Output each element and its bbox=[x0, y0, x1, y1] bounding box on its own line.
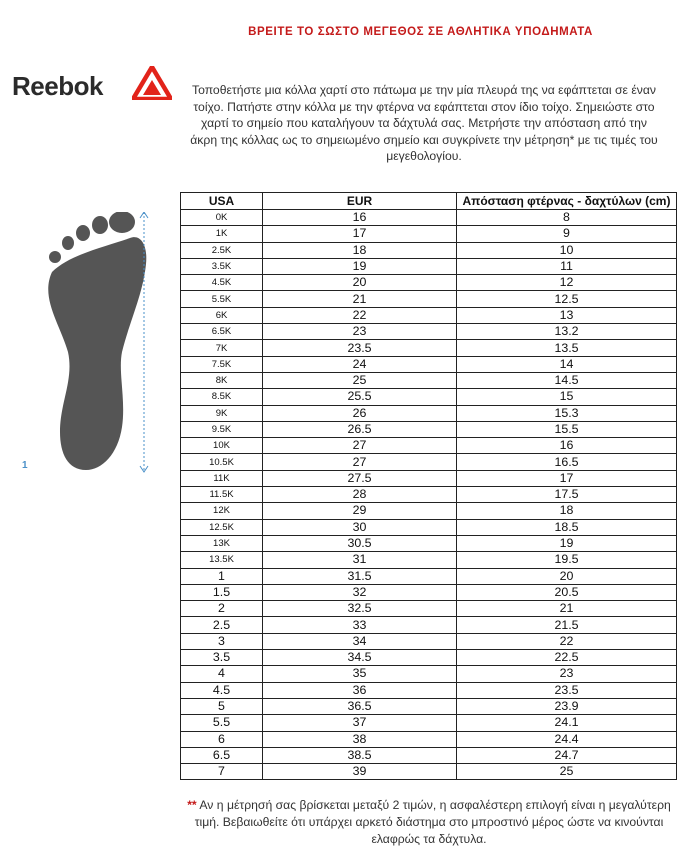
cell-cm: 24.1 bbox=[457, 715, 677, 731]
table-row bbox=[181, 715, 677, 731]
cell-eur: 26 bbox=[263, 405, 457, 421]
instructions-text: Τοποθετήστε μια κόλλα χαρτί στο πάτωμα με την μία πλευρά της να εφάπτεται σε έναν τοίχο. Πατήστε στην κόλλα με την φτέρνα να εφάπτεται στον ίδιο τοίχο. Σημειώστε στο χαρτί το σημείο που καταλήγουν τα δάχτυλά σας. Μετρήστε την απόσταση από την άκρη της κόλλας ως το σημειωμένο σημείο και συγκρίνετε την μέτρηση* με τις τιμές του μεγεθολογίου. bbox=[190, 83, 658, 164]
cell-cm: 20 bbox=[457, 568, 677, 584]
cell-cm: 24.4 bbox=[457, 731, 677, 747]
cell-cm: 13.5 bbox=[457, 340, 677, 356]
table-row bbox=[181, 633, 677, 649]
cell-cm: 21 bbox=[457, 601, 677, 617]
table-row bbox=[181, 650, 677, 666]
cell-cm: 13 bbox=[457, 307, 677, 323]
cell-eur: 24 bbox=[263, 356, 457, 372]
table-header-row bbox=[181, 193, 677, 210]
cell-cm: 12 bbox=[457, 275, 677, 291]
table-row bbox=[181, 552, 677, 568]
foot-outline-icon bbox=[30, 212, 160, 474]
page-title: ΒΡΕΙΤΕ ΤΟ ΣΩΣΤΟ ΜΕΓΕΘΟΣ ΣΕ ΑΘΛΗΤΙΚΑ ΥΠΟΔΗΜΑΤΑ bbox=[248, 26, 593, 38]
cell-usa: 4 bbox=[181, 666, 263, 682]
brand-logo bbox=[12, 66, 162, 102]
cell-cm: 14 bbox=[457, 356, 677, 372]
table-row bbox=[181, 389, 677, 405]
cell-usa: 6.5 bbox=[181, 747, 263, 763]
cell-usa: 7K bbox=[181, 340, 263, 356]
size-chart-table bbox=[180, 192, 677, 780]
header-length-cm: Απόσταση φτέρνας - δαχτύλων (cm) bbox=[457, 193, 677, 210]
cell-usa: 12K bbox=[181, 503, 263, 519]
table-row bbox=[181, 405, 677, 421]
table-row bbox=[181, 519, 677, 535]
table-row bbox=[181, 210, 677, 226]
cell-cm: 18.5 bbox=[457, 519, 677, 535]
reebok-delta-icon bbox=[132, 66, 172, 100]
cell-usa: 3.5K bbox=[181, 258, 263, 274]
cell-usa: 2.5K bbox=[181, 242, 263, 258]
cell-eur: 21 bbox=[263, 291, 457, 307]
cell-eur: 17 bbox=[263, 226, 457, 242]
cell-usa: 4.5 bbox=[181, 682, 263, 698]
cell-eur: 20 bbox=[263, 275, 457, 291]
cell-usa: 10.5K bbox=[181, 454, 263, 470]
cell-eur: 31.5 bbox=[263, 568, 457, 584]
cell-usa: 0K bbox=[181, 210, 263, 226]
cell-usa: 4.5K bbox=[181, 275, 263, 291]
cell-cm: 11 bbox=[457, 258, 677, 274]
table-row bbox=[181, 242, 677, 258]
table-row bbox=[181, 764, 677, 780]
cell-cm: 15.3 bbox=[457, 405, 677, 421]
table-row bbox=[181, 307, 677, 323]
cell-eur: 22 bbox=[263, 307, 457, 323]
table-row bbox=[181, 226, 677, 242]
cell-usa: 6K bbox=[181, 307, 263, 323]
cell-eur: 27 bbox=[263, 454, 457, 470]
cell-cm: 9 bbox=[457, 226, 677, 242]
cell-usa: 2.5 bbox=[181, 617, 263, 633]
table-row bbox=[181, 698, 677, 714]
cell-cm: 23 bbox=[457, 666, 677, 682]
table-row bbox=[181, 731, 677, 747]
footnote-text: Αν η μέτρησή σας βρίσκεται μεταξύ 2 τιμών, η ασφαλέστερη επιλογή είναι η μεγαλύτερη τιμή. Βεβαιωθείτε ότι υπάρχει αρκετό διάστημα στο μπροστινό μέρος ώστε να κινούνται ελαφρώς τα δάχτυλα. bbox=[194, 798, 671, 846]
cell-cm: 12.5 bbox=[457, 291, 677, 307]
table-row bbox=[181, 747, 677, 763]
cell-usa: 12.5K bbox=[181, 519, 263, 535]
cell-usa: 7.5K bbox=[181, 356, 263, 372]
cell-eur: 30 bbox=[263, 519, 457, 535]
cell-eur: 33 bbox=[263, 617, 457, 633]
cell-eur: 16 bbox=[263, 210, 457, 226]
cell-usa: 10K bbox=[181, 438, 263, 454]
table-row bbox=[181, 535, 677, 551]
table-row bbox=[181, 617, 677, 633]
cell-usa: 8.5K bbox=[181, 389, 263, 405]
cell-cm: 24.7 bbox=[457, 747, 677, 763]
table-row bbox=[181, 291, 677, 307]
cell-cm: 15.5 bbox=[457, 421, 677, 437]
cell-usa: 9K bbox=[181, 405, 263, 421]
cell-eur: 32.5 bbox=[263, 601, 457, 617]
table-row bbox=[181, 421, 677, 437]
table-row bbox=[181, 584, 677, 600]
cell-eur: 19 bbox=[263, 258, 457, 274]
cell-cm: 16.5 bbox=[457, 454, 677, 470]
cell-usa: 5.5 bbox=[181, 715, 263, 731]
cell-cm: 10 bbox=[457, 242, 677, 258]
table-row bbox=[181, 356, 677, 372]
cell-cm: 23.9 bbox=[457, 698, 677, 714]
cell-usa: 2 bbox=[181, 601, 263, 617]
cell-cm: 22 bbox=[457, 633, 677, 649]
cell-usa: 3 bbox=[181, 633, 263, 649]
cell-cm: 18 bbox=[457, 503, 677, 519]
cell-eur: 23.5 bbox=[263, 340, 457, 356]
cell-usa: 7 bbox=[181, 764, 263, 780]
cell-usa: 9.5K bbox=[181, 421, 263, 437]
cell-cm: 8 bbox=[457, 210, 677, 226]
cell-cm: 22.5 bbox=[457, 650, 677, 666]
cell-usa: 6.5K bbox=[181, 324, 263, 340]
cell-usa: 1.5 bbox=[181, 584, 263, 600]
cell-eur: 36 bbox=[263, 682, 457, 698]
cell-eur: 31 bbox=[263, 552, 457, 568]
cell-usa: 11.5K bbox=[181, 487, 263, 503]
table-row bbox=[181, 666, 677, 682]
cell-usa: 3.5 bbox=[181, 650, 263, 666]
cell-eur: 25 bbox=[263, 372, 457, 388]
cell-usa: 13K bbox=[181, 535, 263, 551]
cell-eur: 30.5 bbox=[263, 535, 457, 551]
cell-cm: 14.5 bbox=[457, 372, 677, 388]
measure-marker-label: 1 bbox=[22, 460, 28, 471]
table-row bbox=[181, 454, 677, 470]
table-row bbox=[181, 438, 677, 454]
cell-usa: 8K bbox=[181, 372, 263, 388]
cell-usa: 5 bbox=[181, 698, 263, 714]
cell-eur: 26.5 bbox=[263, 421, 457, 437]
cell-eur: 39 bbox=[263, 764, 457, 780]
cell-eur: 34.5 bbox=[263, 650, 457, 666]
cell-eur: 32 bbox=[263, 584, 457, 600]
cell-eur: 38.5 bbox=[263, 747, 457, 763]
cell-usa: 5.5K bbox=[181, 291, 263, 307]
cell-cm: 19.5 bbox=[457, 552, 677, 568]
cell-cm: 20.5 bbox=[457, 584, 677, 600]
cell-cm: 23.5 bbox=[457, 682, 677, 698]
cell-usa: 11K bbox=[181, 470, 263, 486]
table-row bbox=[181, 601, 677, 617]
cell-cm: 21.5 bbox=[457, 617, 677, 633]
cell-usa: 6 bbox=[181, 731, 263, 747]
cell-cm: 15 bbox=[457, 389, 677, 405]
table-row bbox=[181, 568, 677, 584]
cell-eur: 35 bbox=[263, 666, 457, 682]
table-row bbox=[181, 275, 677, 291]
cell-cm: 25 bbox=[457, 764, 677, 780]
table-row bbox=[181, 340, 677, 356]
cell-cm: 16 bbox=[457, 438, 677, 454]
cell-usa: 13.5K bbox=[181, 552, 263, 568]
cell-eur: 38 bbox=[263, 731, 457, 747]
header-eur: EUR bbox=[263, 193, 457, 210]
table-row bbox=[181, 503, 677, 519]
cell-cm: 17 bbox=[457, 470, 677, 486]
cell-eur: 27 bbox=[263, 438, 457, 454]
cell-usa: 1K bbox=[181, 226, 263, 242]
cell-eur: 37 bbox=[263, 715, 457, 731]
cell-eur: 36.5 bbox=[263, 698, 457, 714]
table-row bbox=[181, 682, 677, 698]
cell-cm: 19 bbox=[457, 535, 677, 551]
cell-eur: 27.5 bbox=[263, 470, 457, 486]
footnote bbox=[186, 797, 672, 847]
cell-eur: 18 bbox=[263, 242, 457, 258]
footnote-stars: ** bbox=[187, 798, 197, 812]
brand-name: Reebok bbox=[12, 71, 103, 101]
table-row bbox=[181, 258, 677, 274]
table-row bbox=[181, 324, 677, 340]
header-usa: USA bbox=[181, 193, 263, 210]
cell-eur: 25.5 bbox=[263, 389, 457, 405]
cell-eur: 29 bbox=[263, 503, 457, 519]
cell-eur: 28 bbox=[263, 487, 457, 503]
cell-cm: 17.5 bbox=[457, 487, 677, 503]
cell-eur: 23 bbox=[263, 324, 457, 340]
table-row bbox=[181, 470, 677, 486]
cell-cm: 13.2 bbox=[457, 324, 677, 340]
cell-eur: 34 bbox=[263, 633, 457, 649]
cell-usa: 1 bbox=[181, 568, 263, 584]
table-row bbox=[181, 487, 677, 503]
table-row bbox=[181, 372, 677, 388]
